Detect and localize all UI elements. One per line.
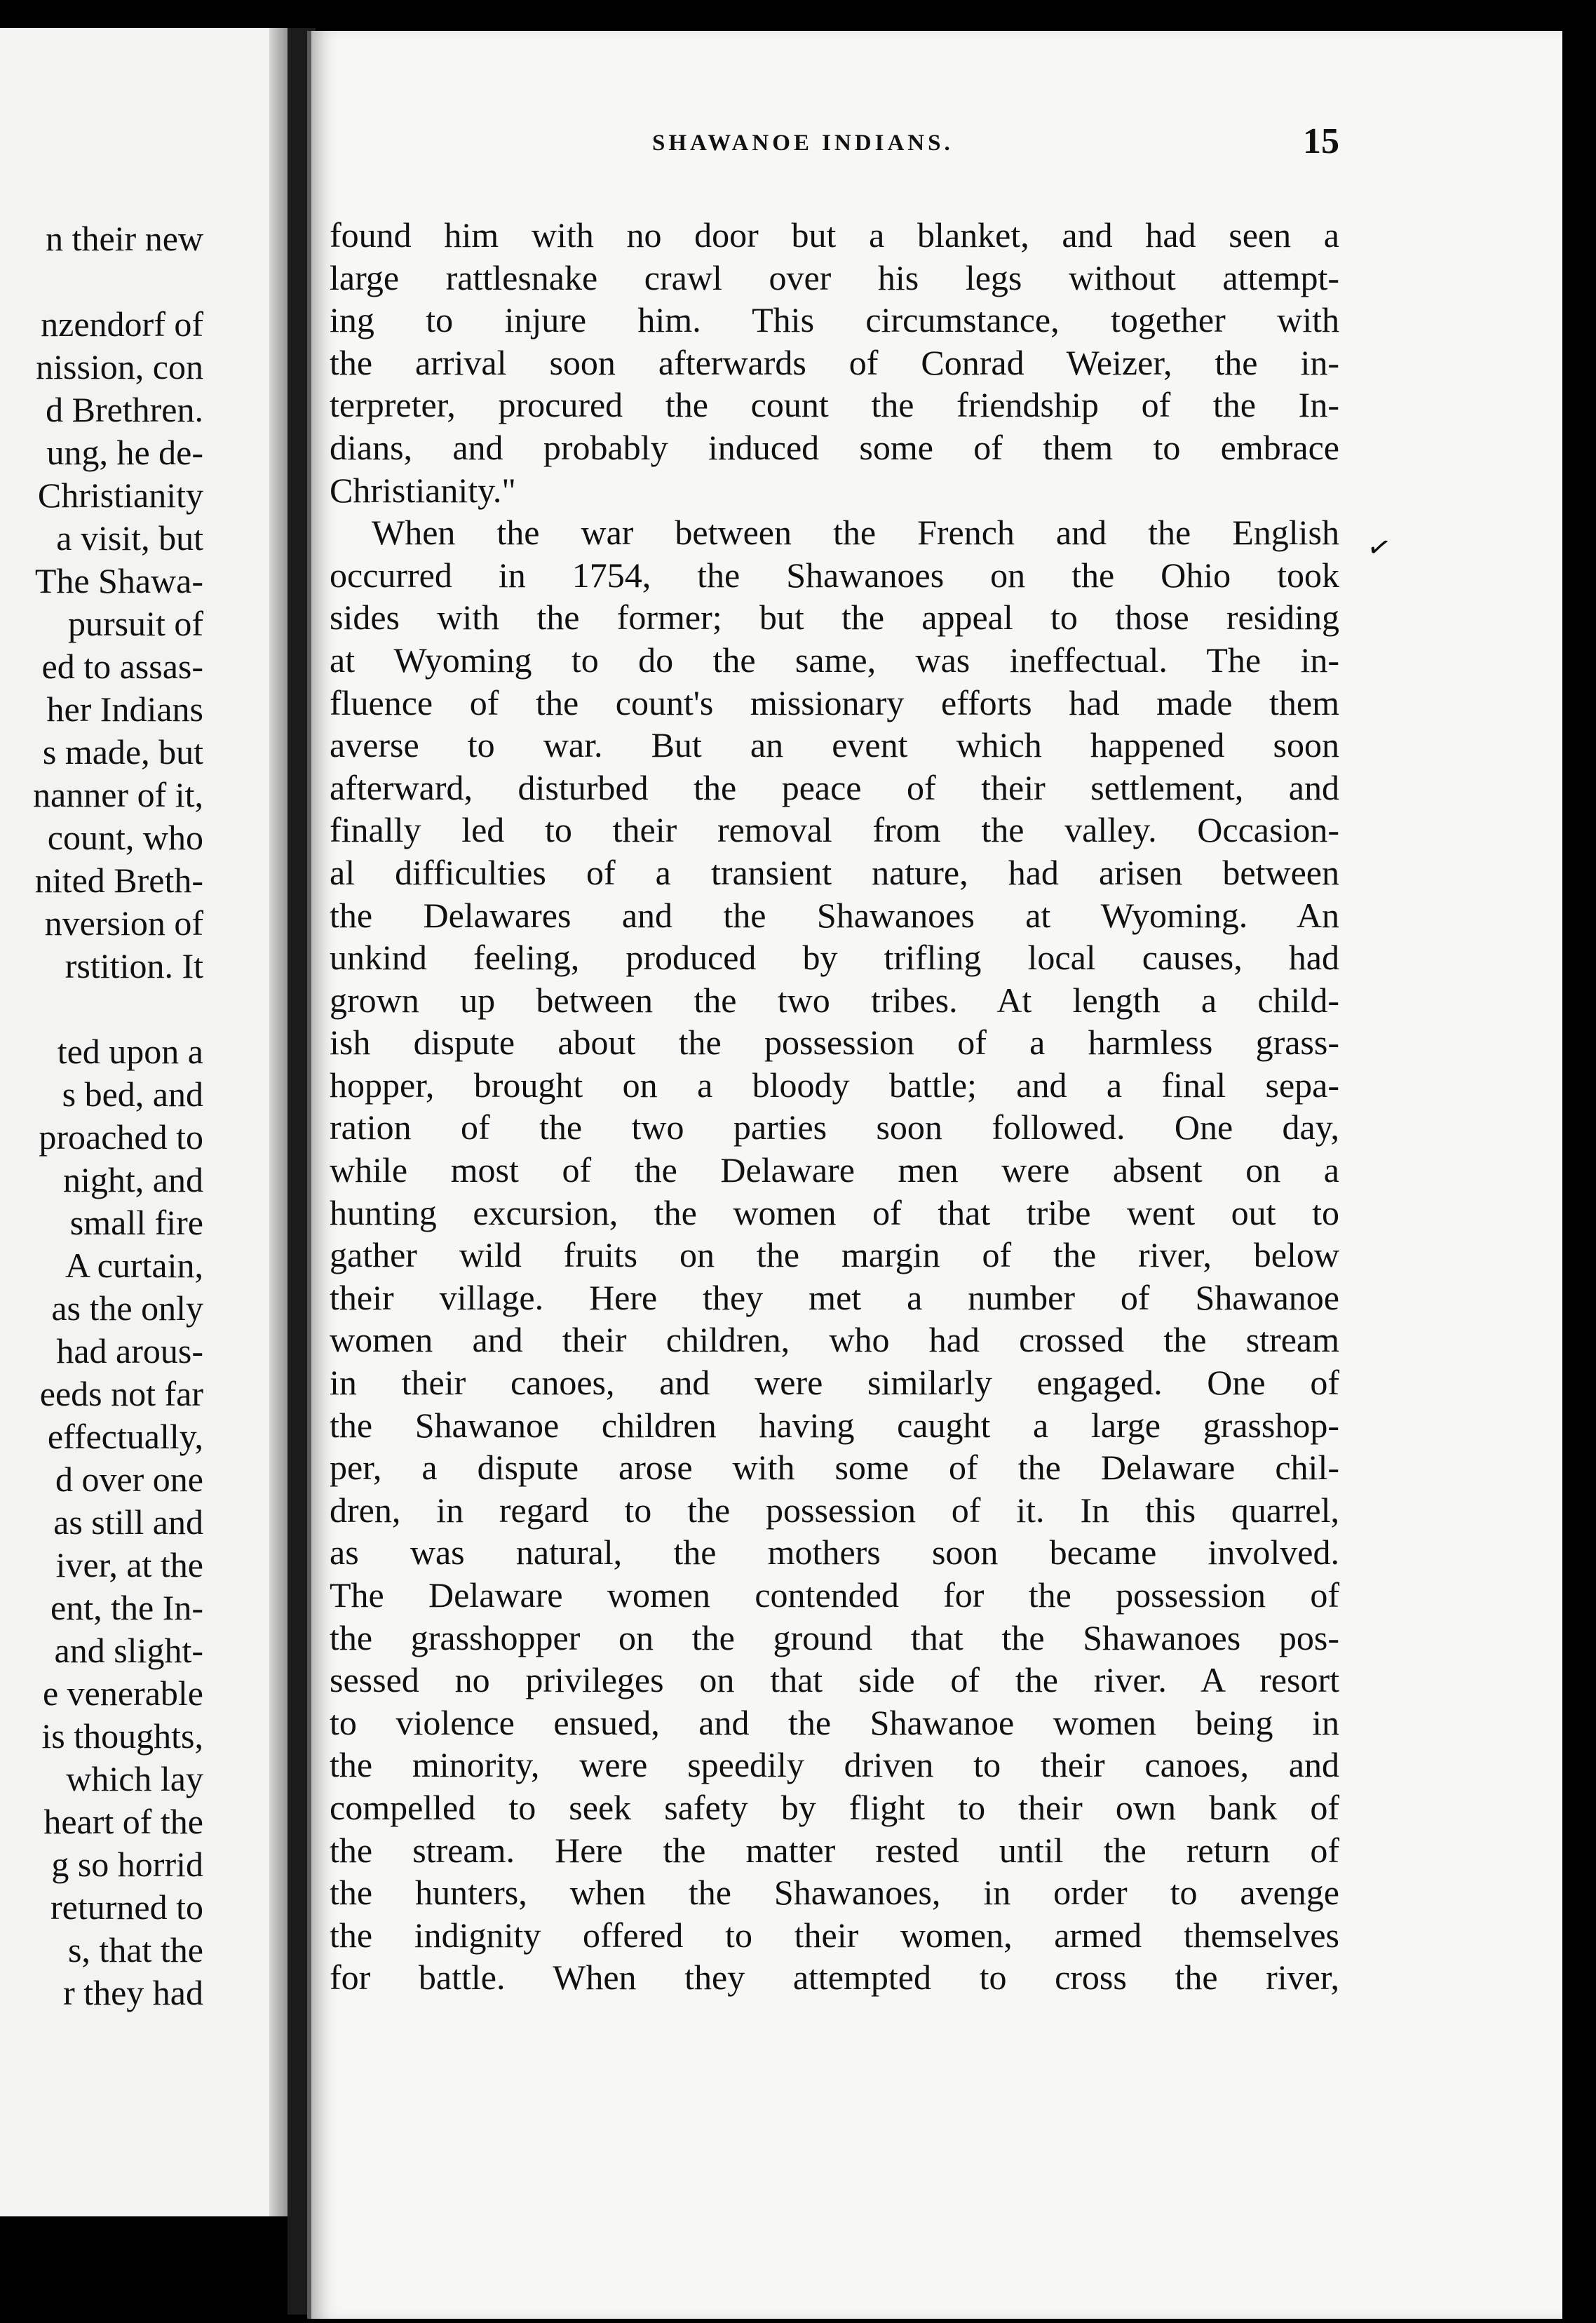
facing-page-line: as still and (53, 1502, 203, 1542)
scan-right-edge (1562, 0, 1596, 2323)
text-line: occurred in 1754, the Shawanoes on the Ohio took (330, 555, 1339, 595)
facing-page-line (0, 260, 203, 303)
text-line: for battle. When they attempted to cross the river, (330, 1958, 1339, 1998)
facing-page-line: nanner of it, (33, 775, 203, 814)
facing-page-line: pursuit of (67, 604, 203, 643)
facing-page-line: proached to (39, 1117, 203, 1157)
facing-page-line: ung, he de- (46, 433, 203, 472)
body-text (330, 214, 1339, 1999)
text-line: sides with the former; but the appeal to those residing (330, 598, 1339, 638)
facing-page-line: ted upon a (57, 1032, 203, 1071)
text-line: as was natural, the mothers soon became involved. (330, 1533, 1339, 1573)
text-line: al difficulties of a transient nature, had arisen between (330, 852, 1339, 892)
facing-page-line: rstition. It (65, 946, 203, 985)
facing-page-line: count, who (47, 818, 203, 857)
facing-page-line: ed to assas- (41, 647, 203, 686)
text-line: ing to injure him. This circumstance, together with (330, 300, 1339, 340)
text-line: in their canoes, and were similarly engaged. One of (330, 1363, 1339, 1403)
facing-page-line: nzendorf of (41, 304, 203, 344)
facing-page-line: Christianity (37, 476, 203, 515)
facing-page-line: r they had (63, 1973, 203, 2012)
facing-page-line: ent, the In- (50, 1588, 203, 1627)
text-line: averse to war. But an event which happened soon (330, 725, 1339, 765)
facing-page-line: her Indians (46, 689, 203, 729)
facing-page-line: nversion of (44, 903, 203, 943)
facing-page-line: night, and (63, 1160, 203, 1199)
facing-page-line: A curtain, (65, 1246, 203, 1285)
facing-page-text (0, 217, 203, 2014)
running-title: SHAWANOE INDIANS. (652, 130, 954, 156)
facing-page-line: a visit, but (56, 518, 203, 558)
text-line: compelled to seek safety by flight to their own bank of (330, 1787, 1339, 1827)
facing-page-line: which lay (66, 1759, 203, 1798)
text-line: dians, and probably induced some of them to embrace (330, 427, 1339, 467)
text-line: the hunters, when the Shawanoes, in order to avenge (330, 1873, 1339, 1913)
facing-page-line: heart of the (43, 1802, 203, 1841)
text-line: found him with no door but a blanket, and had seen a (330, 215, 1339, 255)
facing-page-line: eeds not far (39, 1374, 203, 1413)
text-line: while most of the Delaware men were absent on a (330, 1150, 1339, 1190)
text-line: to violence ensued, and the Shawanoe women being in (330, 1702, 1339, 1742)
text-line: When the war between the French and the English (372, 513, 1339, 553)
text-line: at Wyoming to do the same, was ineffectual. The in- (330, 640, 1339, 680)
facing-page-line: effectually, (47, 1417, 203, 1456)
facing-page-line: small fire (69, 1203, 203, 1242)
text-line: gather wild fruits on the margin of the river, below (330, 1235, 1339, 1275)
text-line: hunting excursion, the women of that tribe went out to (330, 1192, 1339, 1232)
text-line: the minority, were speedily driven to their canoes, and (330, 1745, 1339, 1785)
page-number: 15 (1303, 121, 1339, 161)
facing-page-line: nission, con (36, 347, 203, 386)
text-line: The Delaware women contended for the possession of (330, 1575, 1339, 1615)
text-line: ration of the two parties soon followed. One day, (330, 1107, 1339, 1147)
facing-page-line: s bed, and (62, 1075, 203, 1114)
text-line: the Shawanoe children having caught a large grasshop- (330, 1405, 1339, 1445)
facing-page-line: is thoughts, (41, 1716, 203, 1756)
text-line: their village. Here they met a number of Shawanoe (330, 1277, 1339, 1317)
text-line: unkind feeling, produced by trifling local causes, had (330, 938, 1339, 978)
text-line: women and their children, who had crossed the stream (330, 1320, 1339, 1360)
facing-page-line: g so horrid (51, 1845, 203, 1884)
text-line: the grasshopper on the ground that the Shawanoes pos- (330, 1617, 1339, 1657)
facing-page-line: e venerable (42, 1674, 203, 1713)
text-line: finally led to their removal from the valley. Occasion- (330, 810, 1339, 850)
text-line: terpreter, procured the count the friendship of the In- (330, 385, 1339, 425)
margin-check-mark: ✓ (1364, 530, 1394, 566)
text-line: dren, in regard to the possession of it. In this quarrel, (330, 1490, 1339, 1530)
facing-page-line: iver, at the (55, 1545, 203, 1584)
text-line: per, a dispute arose with some of the Delaware chil- (330, 1448, 1339, 1488)
facing-page-line: as the only (51, 1288, 203, 1328)
text-line: sessed no privileges on that side of the river. A resort (330, 1660, 1339, 1700)
facing-page-line: d over one (55, 1460, 203, 1499)
text-line: afterward, disturbed the peace of their settlement, and (330, 767, 1339, 807)
facing-page-line: s, that the (67, 1930, 203, 1969)
facing-page-line: s made, but (42, 732, 203, 772)
facing-page-line: nited Breth- (34, 861, 203, 900)
facing-page-line: and slight- (54, 1631, 203, 1670)
text-line: the stream. Here the matter rested until the return of (330, 1830, 1339, 1870)
text-line: the arrival soon afterwards of Conrad Weizer, the in- (330, 342, 1339, 382)
text-line: Christianity." (330, 470, 516, 510)
facing-page-line: d Brethren. (46, 390, 203, 429)
text-line: ish dispute about the possession of a harmless grass- (330, 1023, 1339, 1063)
text-line: grown up between the two tribes. At length a child- (330, 980, 1339, 1020)
facing-page-left (0, 28, 288, 2216)
facing-page-line (0, 988, 203, 1030)
text-line: the indignity offered to their women, armed themselves (330, 1915, 1339, 1955)
facing-page-line: returned to (50, 1887, 203, 1927)
facing-page-line: The Shawa- (34, 561, 203, 600)
text-line: hopper, brought on a bloody battle; and a final sepa- (330, 1065, 1339, 1105)
text-line: the Delawares and the Shawanoes at Wyoming. An (330, 895, 1339, 935)
facing-page-line: n their new (46, 219, 203, 258)
facing-page-line: had arous- (56, 1331, 203, 1371)
text-line: large rattlesnake crawl over his legs without attempt- (330, 257, 1339, 297)
text-line: fluence of the count's missionary efforts had made them (330, 682, 1339, 722)
